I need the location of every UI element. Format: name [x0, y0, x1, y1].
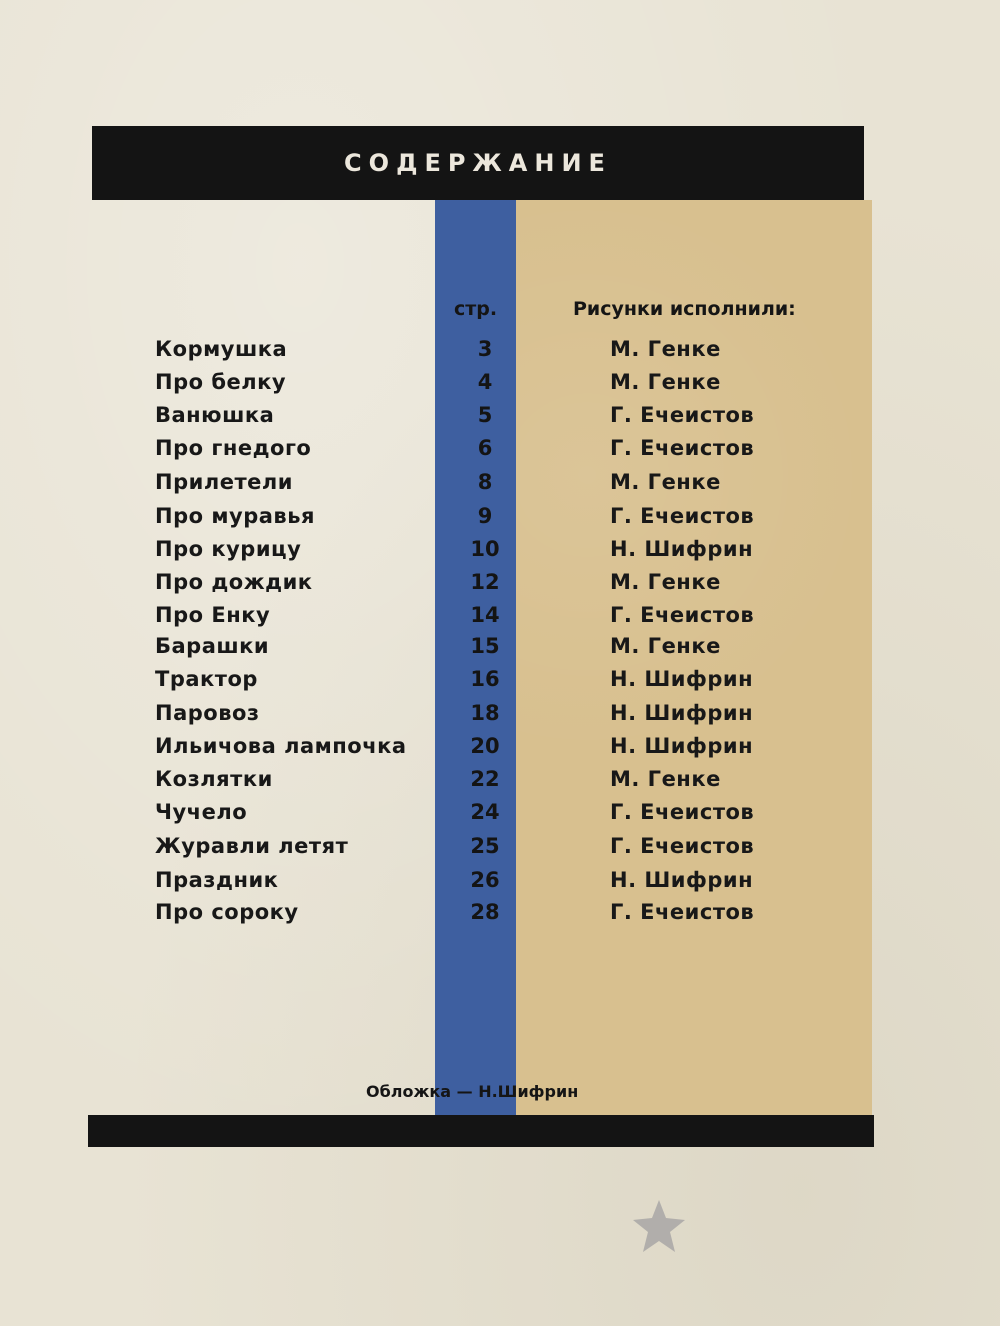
entry-title: Козлятки — [155, 767, 273, 791]
entry-page: 18 — [470, 701, 500, 725]
entry-page: 4 — [477, 370, 493, 394]
cover-credit: Обложка — Н.Шифрин — [366, 1082, 579, 1101]
entry-artist: Н. Шифрин — [610, 667, 754, 691]
entry-artist: Г. Ечеистов — [610, 504, 755, 528]
list-item — [0, 767, 1000, 797]
entry-title: Про Енку — [155, 603, 271, 627]
page-title: СОДЕРЖАНИЕ — [344, 149, 612, 177]
footer-bar — [88, 1115, 874, 1147]
entry-title: Кормушка — [155, 337, 288, 361]
entry-title: Журавли летят — [155, 834, 349, 858]
list-item — [0, 504, 1000, 534]
entry-artist: М. Генке — [610, 634, 721, 658]
entry-title: Про дождик — [155, 570, 313, 594]
entry-page: 26 — [470, 868, 500, 892]
entry-artist: Г. Ечеистов — [610, 603, 755, 627]
entry-page: 8 — [477, 470, 493, 494]
illustrators-header: Рисунки исполнили: — [573, 298, 796, 320]
list-item — [0, 800, 1000, 830]
entry-page: 22 — [470, 767, 500, 791]
pages-header: стр. — [453, 298, 498, 320]
entry-artist: М. Генке — [610, 767, 721, 791]
entry-title: Про курицу — [155, 537, 302, 561]
entry-page: 3 — [477, 337, 493, 361]
entry-artist: М. Генке — [610, 570, 721, 594]
entry-page: 25 — [470, 834, 500, 858]
entry-page: 16 — [470, 667, 500, 691]
entry-page: 12 — [470, 570, 500, 594]
entry-page: 24 — [470, 800, 500, 824]
entry-title: Трактор — [155, 667, 258, 691]
entry-page: 9 — [477, 504, 493, 528]
list-item — [0, 634, 1000, 664]
entry-title: Ванюшка — [155, 403, 275, 427]
entry-title: Праздник — [155, 868, 279, 892]
entry-artist: М. Генке — [610, 337, 721, 361]
list-item — [0, 570, 1000, 600]
entry-page: 20 — [470, 734, 500, 758]
entry-title: Про белку — [155, 370, 287, 394]
entry-artist: Н. Шифрин — [610, 734, 754, 758]
ink-star-stain — [628, 1196, 690, 1258]
entry-title: Про сороку — [155, 900, 299, 924]
entry-title: Барашки — [155, 634, 270, 658]
entry-title: Про муравья — [155, 504, 315, 528]
entry-page: 28 — [470, 900, 500, 924]
entry-artist: Н. Шифрин — [610, 537, 754, 561]
list-item — [0, 834, 1000, 864]
entry-artist: М. Генке — [610, 370, 721, 394]
list-item — [0, 470, 1000, 500]
entry-title: Про гнедого — [155, 436, 312, 460]
entry-page: 10 — [470, 537, 500, 561]
list-item — [0, 701, 1000, 731]
entry-artist: М. Генке — [610, 470, 721, 494]
entry-title: Паровоз — [155, 701, 260, 725]
list-item — [0, 370, 1000, 400]
list-item — [0, 734, 1000, 764]
entry-artist: Г. Ечеистов — [610, 800, 755, 824]
entry-artist: Г. Ечеистов — [610, 834, 755, 858]
list-item — [0, 436, 1000, 466]
list-item — [0, 537, 1000, 567]
entry-artist: Г. Ечеистов — [610, 403, 755, 427]
entry-page: 14 — [470, 603, 500, 627]
list-item — [0, 403, 1000, 433]
entry-page: 6 — [477, 436, 493, 460]
entry-title: Чучело — [155, 800, 248, 824]
entry-artist: Г. Ечеистов — [610, 436, 755, 460]
list-item — [0, 900, 1000, 930]
list-item — [0, 337, 1000, 367]
entry-artist: Н. Шифрин — [610, 701, 754, 725]
entry-page: 5 — [477, 403, 493, 427]
entry-page: 15 — [470, 634, 500, 658]
entry-title: Ильичова лампочка — [155, 734, 407, 758]
entry-title: Прилетели — [155, 470, 293, 494]
list-item — [0, 868, 1000, 898]
list-item — [0, 667, 1000, 697]
entry-artist: Г. Ечеистов — [610, 900, 755, 924]
entry-artist: Н. Шифрин — [610, 868, 754, 892]
list-item — [0, 603, 1000, 633]
